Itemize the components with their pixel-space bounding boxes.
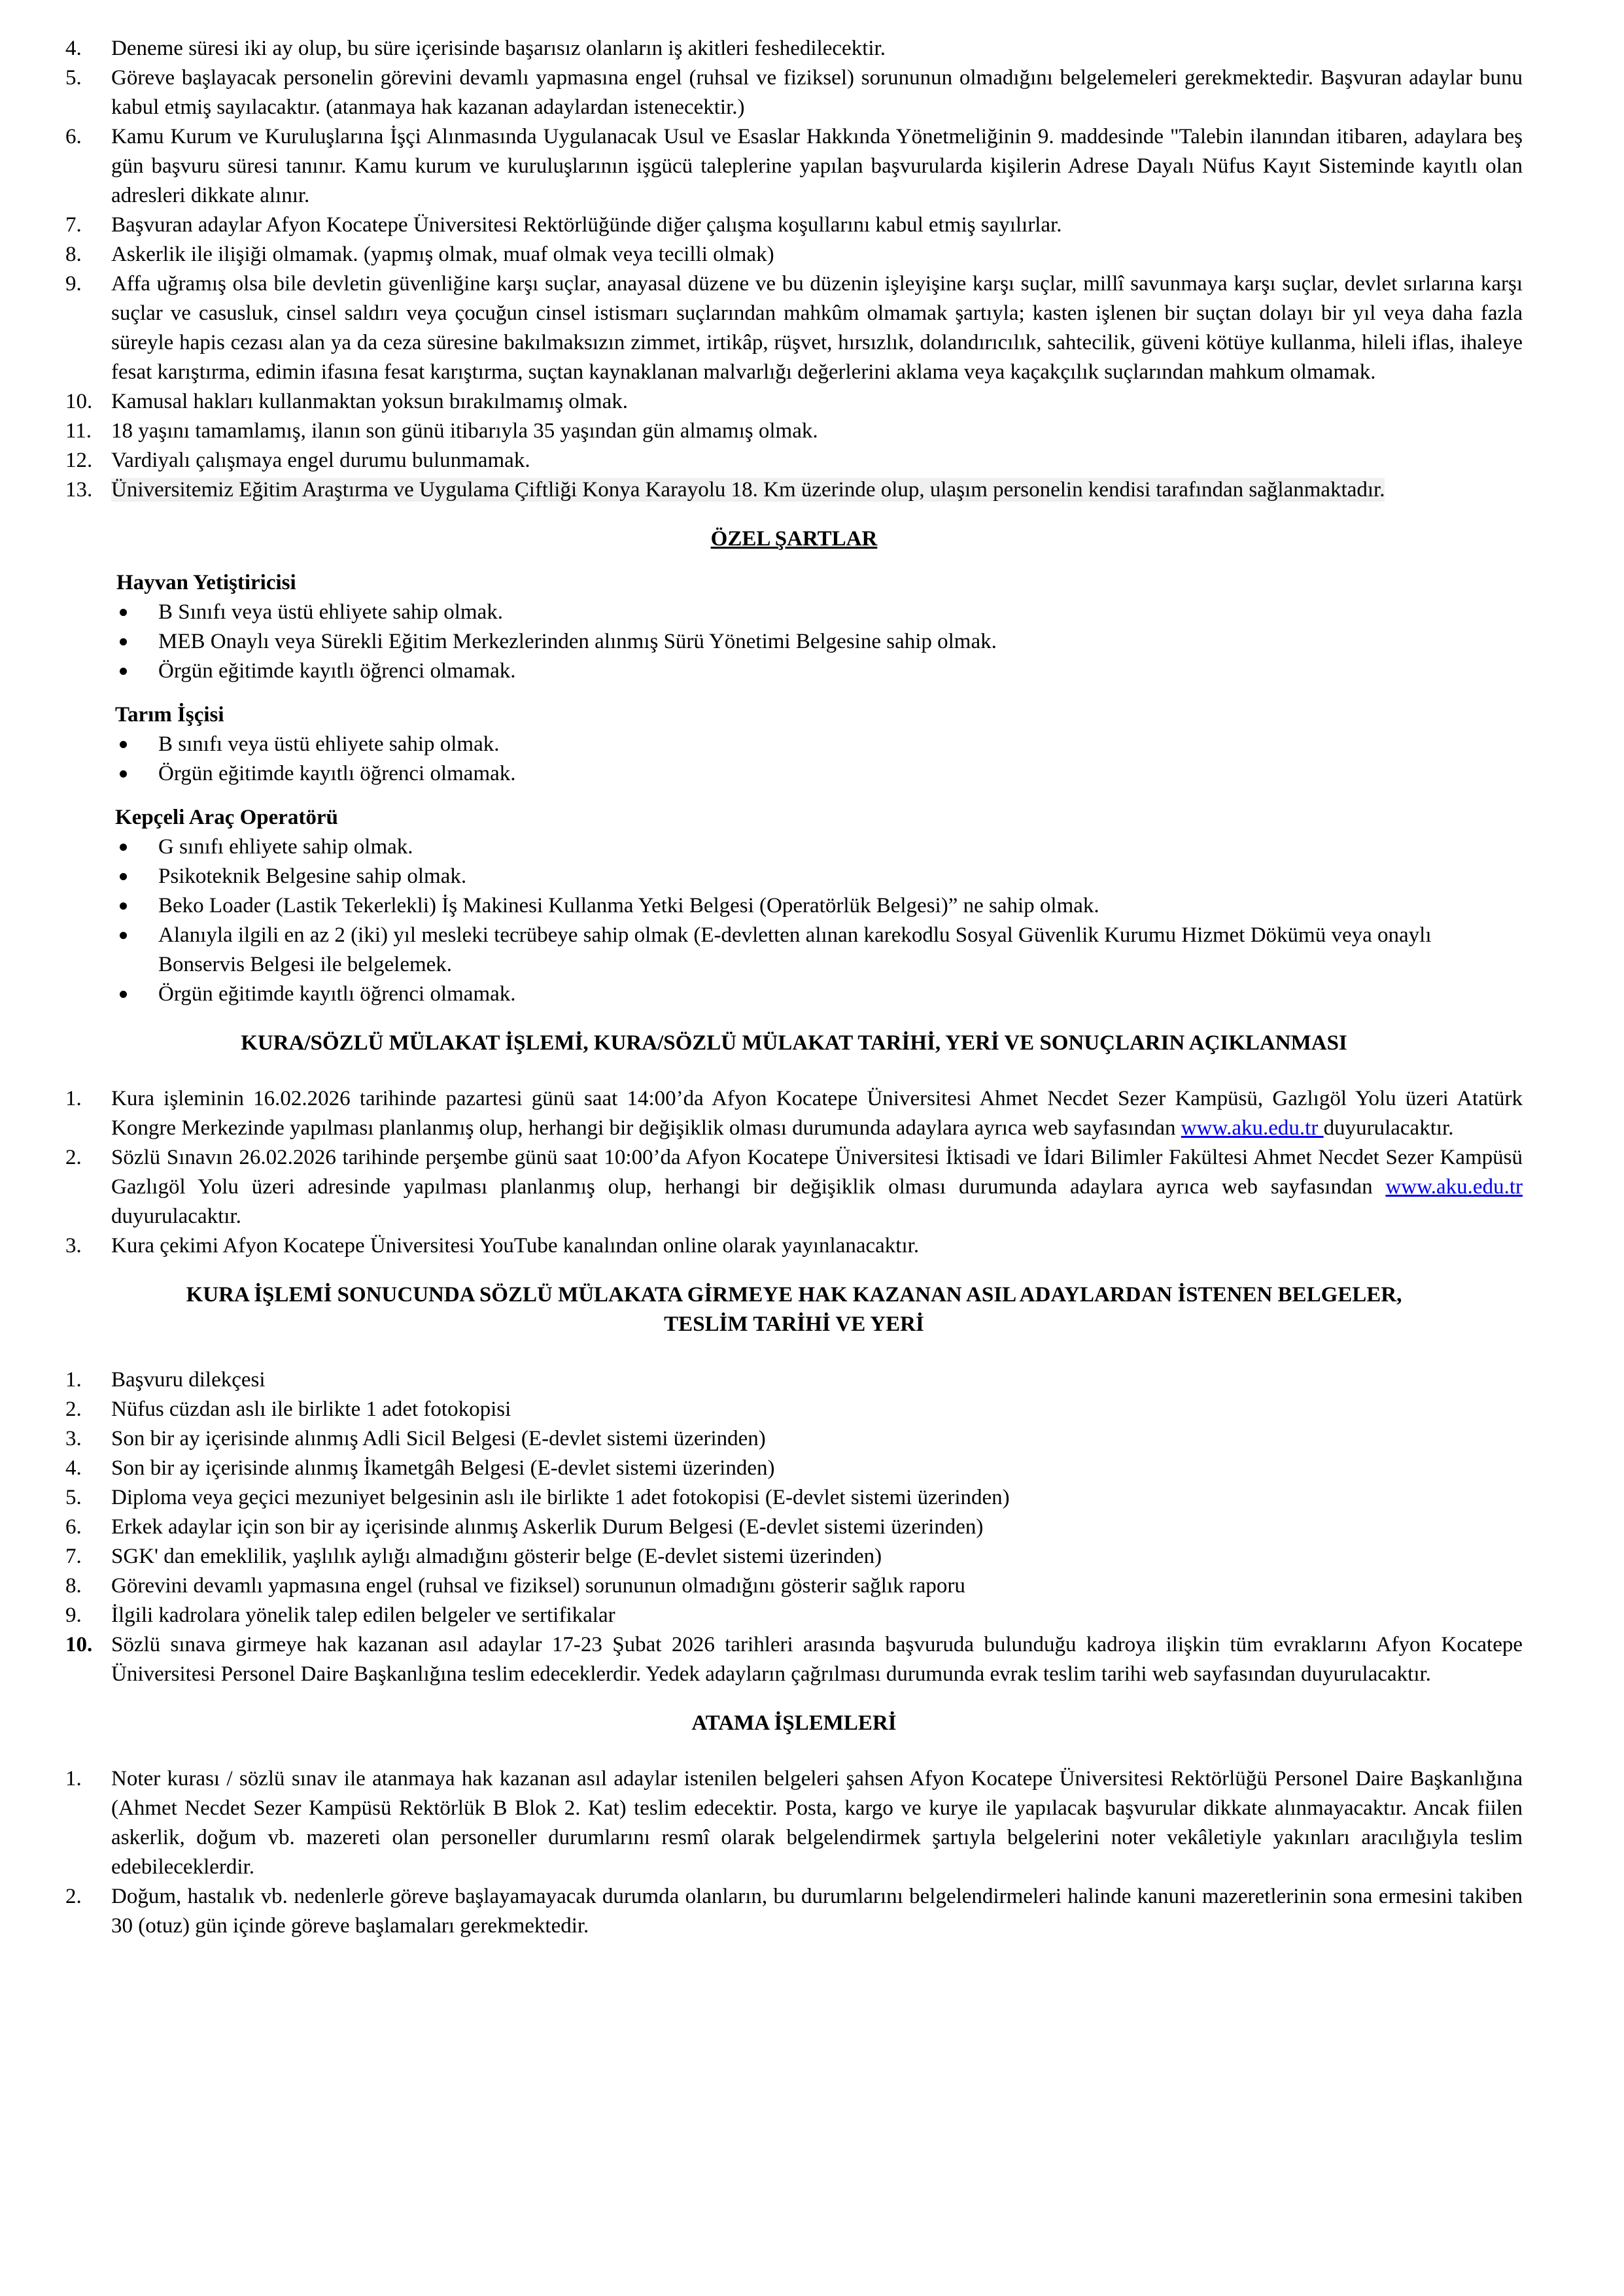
item-text: SGK' dan emeklilik, yaşlılık aylığı almadığını gösterir belge (E-devlet sistemi üzerinden): [111, 1545, 882, 1568]
list-item: [65, 269, 1523, 387]
bullet-item: Psikoteknik Belgesine sahip olmak.: [65, 862, 1523, 891]
item-text: Sözlü sınava girmeye hak kazanan asıl adaylar 17-23 Şubat 2026 tarihleri arasında başvuruda bulunduğu kadroya ilişkin tüm evraklarını Afyon Kocatepe Üniversitesi Personel Daire Başkanlığına teslim edeceklerdir. Yedek adayların çağrılması durumunda evrak teslim tarihi web sayfasından duyurulacaktır.: [111, 1633, 1523, 1686]
item-number: 8.: [65, 1574, 82, 1598]
item-text: Son bir ay içerisinde alınmış İkametgâh Belgesi (E-devlet sistemi üzerinden): [111, 1456, 775, 1480]
farm-worker-title: Tarım İşçisi: [115, 703, 224, 727]
item-number: 6.: [65, 1515, 82, 1539]
item-text: Sözlü Sınavın 26.02.2026 tarihinde perşembe günü saat 10:00’da Afyon Kocatepe Üniversitesi İktisadi ve İdari Bilimler Fakültesi Ahmet Necdet Sezer Kampüsü Gazlıgöl Yolu üzeri adresinde yapılması planlanmış olup, herhangi bir değişiklik olması durumunda adaylara ayrıca web sayfasından: [111, 1146, 1523, 1199]
bullet-item: MEB Onaylı veya Sürekli Eğitim Merkezlerinden alınmış Sürü Yönetimi Belgesine sahip olmak.: [65, 627, 1523, 657]
list-item: [65, 1424, 1523, 1454]
item-number: 13.: [65, 478, 93, 502]
item-text: İlgili kadrolara yönelik talep edilen belgeler ve sertifikalar: [111, 1603, 615, 1627]
list-item: [65, 34, 1523, 63]
animal-breeder-title: Hayvan Yetiştiricisi: [116, 571, 296, 594]
list-item: [65, 417, 1523, 446]
bullet-item: G sınıfı ehliyete sahip olmak.: [65, 832, 1523, 862]
item-number: 2.: [65, 1146, 82, 1169]
item-number: 8.: [65, 243, 82, 266]
aku-website-link[interactable]: www.aku.edu.tr: [1181, 1116, 1324, 1140]
aku-website-link[interactable]: www.aku.edu.tr: [1385, 1175, 1523, 1199]
item-number: 11.: [65, 419, 92, 443]
list-item: [65, 1365, 1523, 1395]
item-text: Üniversitemiz Eğitim Araştırma ve Uygulama Çiftliği Konya Karayolu 18. Km üzerinde olup, ulaşım personelin kendisi tarafından sağlanmaktadır.: [111, 478, 1385, 502]
list-item: [65, 1601, 1523, 1630]
list-item: [65, 122, 1523, 211]
item-number: 12.: [65, 449, 93, 472]
list-item: [65, 446, 1523, 475]
appointment-section-heading: ATAMA İŞLEMLERİ: [691, 1711, 897, 1735]
item-text: Kura çekimi Afyon Kocatepe Üniversitesi YouTube kanalından online olarak yayınlanacaktır.: [111, 1234, 920, 1258]
item-text: Başvuran adaylar Afyon Kocatepe Üniversitesi Rektörlüğünde diğer çalışma koşullarını kabul etmiş sayılırlar.: [111, 213, 1062, 237]
item-number: 4.: [65, 1456, 82, 1480]
documents-heading-line-1: KURA İŞLEMİ SONUCUNDA SÖZLÜ MÜLAKATA GİRMEYE HAK KAZANAN ASIL ADAYLARDAN İSTENEN BELGELER,: [186, 1283, 1402, 1307]
appointment-list: [65, 1764, 1523, 1941]
documents-section-heading: [65, 1280, 1523, 1339]
bullet-item: Beko Loader (Lastik Tekerlekli) İş Makinesi Kullanma Yetki Belgesi (Operatörlük Belgesi)” ne sahip olmak.: [65, 891, 1523, 921]
item-text: Deneme süresi iki ay olup, bu süre içerisinde başarısız olanların iş akitleri feshedilecektir.: [111, 37, 886, 60]
list-item: [65, 387, 1523, 417]
item-number: 1.: [65, 1087, 82, 1110]
item-text: Kamusal hakları kullanmaktan yoksun bırakılmamış olmak.: [111, 390, 629, 413]
item-number: 2.: [65, 1885, 82, 1908]
item-number: 2.: [65, 1397, 82, 1421]
item-number: 10.: [65, 1633, 93, 1656]
bullet-item: Örgün eğitimde kayıtlı öğrenci olmamak.: [65, 657, 1523, 686]
farm-worker-list: [65, 730, 1523, 789]
item-text: Doğum, hastalık vb. nedenlerle göreve başlayamayacak durumda olanların, bu durumlarını belgelendirmeleri halinde kanuni mazeretlerinin sona ermesini takiben 30 (otuz) gün içinde göreve başlamaları gerekmektedir.: [111, 1885, 1523, 1938]
item-number: 9.: [65, 272, 82, 296]
special-conditions-heading: [65, 524, 1523, 554]
list-item: [65, 1395, 1523, 1424]
item-number: 7.: [65, 1545, 82, 1568]
list-item: [65, 1630, 1523, 1689]
documents-heading-line-2: TESLİM TARİHİ VE YERİ: [664, 1312, 924, 1336]
list-item: [65, 1542, 1523, 1571]
backhoe-operator-list: [65, 832, 1523, 1009]
item-number: 3.: [65, 1234, 82, 1258]
list-item: [65, 1231, 1523, 1261]
item-text: Askerlik ile ilişiği olmamak. (yapmış olmak, muaf olmak veya tecilli olmak): [111, 243, 774, 266]
list-item: [65, 1571, 1523, 1601]
list-item: [65, 1454, 1523, 1483]
item-number: 4.: [65, 37, 82, 60]
item-number: 1.: [65, 1368, 82, 1392]
list-item: [65, 240, 1523, 269]
lottery-section-heading: KURA/SÖZLÜ MÜLAKAT İŞLEMİ, KURA/SÖZLÜ MÜLAKAT TARİHİ, YERİ VE SONUÇLARIN AÇIKLANMASI: [241, 1031, 1347, 1055]
item-text: Kura işleminin 16.02.2026 tarihinde pazartesi günü saat 14:00’da Afyon Kocatepe Üniversitesi Ahmet Necdet Sezer Kampüsü, Gazlıgöl Yolu üzeri Atatürk Kongre Merkezinde yapılması planlanmış olup, herhangi bir değişiklik olması durumunda adaylara ayrıca web sayfasından: [111, 1087, 1523, 1140]
list-item: [65, 475, 1523, 505]
item-text: Vardiyalı çalışmaya engel durumu bulunmamak.: [111, 449, 530, 472]
item-text: Kamu Kurum ve Kuruluşlarına İşçi Alınmasında Uygulanacak Usul ve Esaslar Hakkında Yönetmeliğinin 9. maddesinde "Talebin ilanından itibaren, adaylara beş gün başvuru süresi tanınır. Kamu kurum ve kuruluşlarının işgücü taleplerine yapılan başvurularda kişilerin Adrese Dayalı Nüfus Kayıt Sisteminde kayıtlı olan adresleri dikkate alınır.: [111, 125, 1523, 207]
item-text: Nüfus cüzdan aslı ile birlikte 1 adet fotokopisi: [111, 1397, 511, 1421]
item-text-tail: duyurulacaktır.: [111, 1205, 241, 1228]
list-item: [65, 63, 1523, 122]
item-text: Son bir ay içerisinde alınmış Adli Sicil Belgesi (E-devlet sistemi üzerinden): [111, 1427, 766, 1450]
item-text: Noter kurası / sözlü sınav ile atanmaya hak kazanan asıl adaylar istenilen belgeleri şahsen Afyon Kocatepe Üniversitesi Rektörlüğü Personel Daire Başkanlığına (Ahmet Necdet Sezer Kampüsü Rektörlük B Blok 2. Kat) teslim edecektir. Posta, kargo ve kurye ile yapılacak başvurular dikkate alınmayacaktır. Ancak fiilen askerlik, doğum vb. mazereti olan personeller durumlarını resmî olarak belgelendirmek şartıyla belgelerini noter vekâletiyle yakınları aracılığıyla teslim edebileceklerdir.: [111, 1767, 1523, 1879]
item-number: 5.: [65, 1486, 82, 1509]
list-item: [65, 1143, 1523, 1231]
backhoe-operator-title: Kepçeli Araç Operatörü: [115, 806, 338, 829]
list-item: [65, 1483, 1523, 1513]
item-text-tail: duyurulacaktır.: [1323, 1116, 1454, 1140]
bullet-item: Örgün eğitimde kayıtlı öğrenci olmamak.: [65, 980, 1523, 1009]
general-conditions-list: [65, 34, 1523, 505]
animal-breeder-list: [65, 598, 1523, 686]
bullet-item: Örgün eğitimde kayıtlı öğrenci olmamak.: [65, 759, 1523, 789]
item-text: Affa uğramış olsa bile devletin güvenliğine karşı suçlar, anayasal düzene ve bu düzenin işleyişine karşı suçlar, millî savunmaya karşı suçlar, devlet sırlarına karşı suçlar ve casusluk, cinsel saldırı veya çocuğun cinsel istismarı suçlarından mahkûm olmamak şartıyla; kasten işlenen bir suçtan dolayı bir yıl veya daha fazla süreyle hapis cezası alan ya da ceza süresine bakılmaksızın zimmet, irtikâp, rüşvet, hırsızlık, dolandırıcılık, sahtecilik, güveni kötüye kullanma, hileli iflas, ihaleye fesat karıştırma, edimin ifasına fesat karıştırma, suçtan kaynaklanan malvarlığı değerlerini aklama veya kaçakçılık suçlarından mahkum olmamak.: [111, 272, 1523, 384]
bullet-item: Alanıyla ilgili en az 2 (iki) yıl mesleki tecrübeye sahip olmak (E-devletten alınan karekodlu Sosyal Güvenlik Kurumu Hizmet Dökümü veya onaylı Bonservis Belgesi ile belgelemek.: [65, 921, 1523, 980]
item-number: 1.: [65, 1767, 82, 1791]
item-number: 7.: [65, 213, 82, 237]
item-text: Başvuru dilekçesi: [111, 1368, 266, 1392]
item-number: 5.: [65, 66, 82, 90]
list-item: [65, 1084, 1523, 1143]
item-text: Diploma veya geçici mezuniyet belgesinin aslı ile birlikte 1 adet fotokopisi (E-devlet sistemi üzerinden): [111, 1486, 1010, 1509]
bullet-item: B sınıfı veya üstü ehliyete sahip olmak.: [65, 730, 1523, 759]
item-text: Göreve başlayacak personelin görevini devamlı yapmasına engel (ruhsal ve fiziksel) sorununun olmadığını belgelemeleri gerekmektedir. Başvuran adaylar bunu kabul etmiş sayılacaktır. (atanmaya hak kazanan adaylardan istenecektir.): [111, 66, 1523, 119]
special-conditions-heading-text: ÖZEL ŞARTLAR: [710, 527, 878, 551]
item-text: Erkek adaylar için son bir ay içerisinde alınmış Askerlik Durum Belgesi (E-devlet sistemi üzerinden): [111, 1515, 984, 1539]
list-item: [65, 211, 1523, 240]
item-number: 3.: [65, 1427, 82, 1450]
lottery-list: [65, 1084, 1523, 1261]
item-number: 6.: [65, 125, 82, 148]
item-text: Görevini devamlı yapmasına engel (ruhsal ve fiziksel) sorununun olmadığını gösterir sağlık raporu: [111, 1574, 965, 1598]
item-number: 10.: [65, 390, 93, 413]
list-item: [65, 1882, 1523, 1941]
list-item: [65, 1513, 1523, 1542]
list-item: [65, 1764, 1523, 1882]
bullet-item: B Sınıfı veya üstü ehliyete sahip olmak.: [65, 598, 1523, 627]
item-number: 9.: [65, 1603, 82, 1627]
required-documents-list: [65, 1365, 1523, 1689]
item-text: 18 yaşını tamamlamış, ilanın son günü itibarıyla 35 yaşından gün almamış olmak.: [111, 419, 818, 443]
